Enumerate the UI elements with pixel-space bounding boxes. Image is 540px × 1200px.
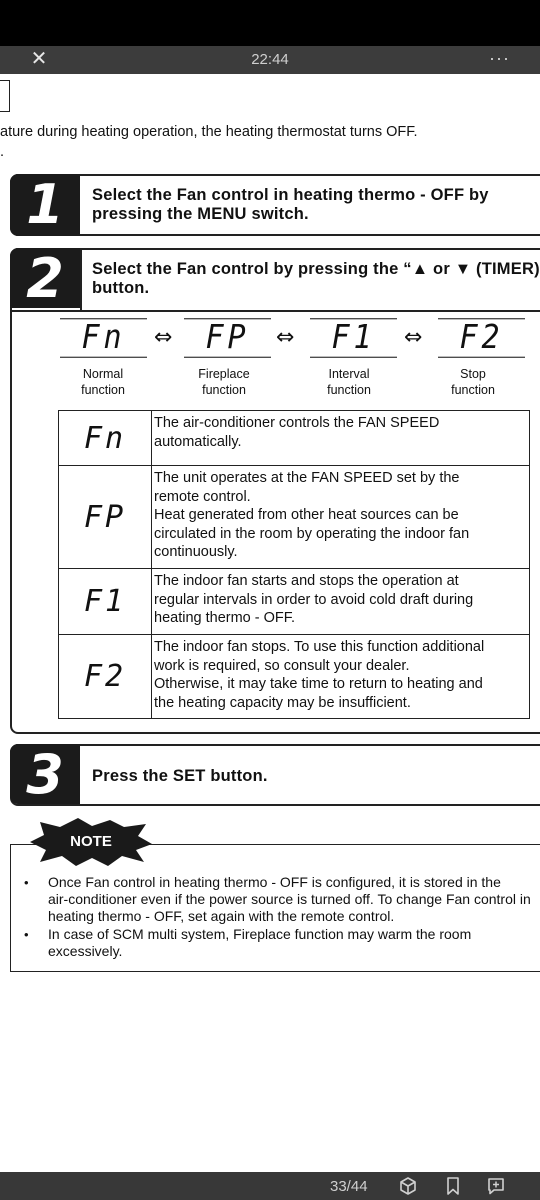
function-label-line: function (327, 383, 371, 397)
function-code: Fn (59, 411, 152, 466)
function-label (53, 366, 153, 398)
step-number: 2 (10, 248, 80, 308)
lcd-display-fn: Fn (60, 318, 147, 358)
description-line: circulated in the room by operating the indoor fan (154, 525, 470, 542)
function-code: F1 (59, 569, 152, 635)
function-description (152, 466, 530, 569)
note-line: Once Fan control in heating thermo - OFF is configured, it is stored in the (48, 874, 501, 890)
comment-icon[interactable] (486, 1176, 506, 1196)
note-label: NOTE (70, 833, 112, 850)
divider (80, 250, 82, 310)
description-line: work is required, so consult your dealer. (154, 657, 410, 674)
function-label-line: Normal (82, 367, 124, 381)
viewer-bottom-bar (0, 1172, 540, 1200)
description-line: Heat generated from other heat sources can be (154, 507, 459, 523)
function-description (152, 411, 530, 466)
bidirectional-arrow-icon: ⇔ (276, 325, 295, 350)
function-label-line: function (202, 383, 246, 397)
status-bar (0, 0, 540, 46)
function-label-line: Fireplace (198, 367, 250, 381)
step-heading-line: button. (92, 279, 150, 297)
function-label-line: Interval (328, 367, 370, 381)
function-description (152, 569, 530, 635)
bidirectional-arrow-icon: ⇔ (404, 325, 423, 350)
description-line: continuously. (154, 544, 238, 560)
note-line: heating thermo - OFF, set again with the remote control. (48, 908, 395, 924)
note-badge (30, 818, 152, 866)
step-heading-line: Select the Fan control by pressing the “▲ or ▼ (TIMER) (92, 260, 540, 278)
more-icon[interactable]: ··· (489, 48, 510, 68)
function-label-line: function (451, 383, 495, 397)
note-list (10, 874, 540, 961)
bullet: • (24, 875, 29, 890)
clipped-box (0, 80, 10, 112)
function-label (423, 366, 523, 398)
viewer-top-bar (0, 46, 540, 74)
description-line: automatically. (154, 433, 242, 450)
function-label-line: Stop (460, 367, 486, 381)
table-row (59, 411, 530, 466)
intro-text: ature during heating operation, the heating thermostat turns OFF. (0, 124, 418, 140)
bookmark-icon[interactable] (443, 1176, 463, 1196)
close-icon[interactable]: ✕ (30, 48, 48, 70)
table-row (59, 569, 530, 635)
bidirectional-arrow-icon: ⇔ (154, 325, 173, 350)
divider (12, 310, 540, 312)
clock: 22:44 (251, 51, 289, 68)
lcd-display-f1: F1 (310, 318, 397, 358)
description-line: The indoor fan starts and stops the operation at (154, 573, 459, 589)
description-line: The indoor fan stops. To use this function additional (154, 639, 485, 655)
function-code: FP (59, 466, 152, 569)
lcd-display-fp: FP (184, 318, 271, 358)
description-line: heating thermo - OFF. (154, 610, 296, 626)
step-3 (10, 744, 540, 806)
step-heading: Press the SET button. (92, 767, 268, 785)
step-1 (10, 174, 540, 236)
page-indicator[interactable]: 33/44 (330, 1178, 368, 1195)
lcd-display-f2: F2 (438, 318, 525, 358)
note-line: excessively. (48, 943, 123, 959)
function-label (174, 366, 274, 398)
function-code: F2 (59, 635, 152, 719)
step-number: 1 (10, 174, 80, 236)
table-row (59, 466, 530, 569)
function-description (152, 635, 530, 719)
function-table (58, 410, 530, 719)
step-number: 3 (10, 744, 80, 804)
step-heading-line: pressing the MENU switch. (92, 205, 309, 223)
step-heading (92, 260, 540, 298)
note-line: air-conditioner even if the power source is turned off. To change Fan control in (48, 891, 531, 907)
step-2 (10, 248, 540, 734)
description-line: regular intervals in order to avoid cold draft during (154, 591, 474, 608)
document-page[interactable] (0, 74, 540, 1172)
description-line: Otherwise, it may take time to return to heating and (154, 676, 483, 692)
step-heading (92, 186, 489, 224)
description-line: The air-conditioner controls the FAN SPEED (154, 415, 440, 431)
description-line: the heating capacity may be insufficient. (154, 694, 411, 711)
function-label-line: function (81, 383, 125, 397)
cube-icon[interactable] (398, 1176, 418, 1196)
function-label (299, 366, 399, 398)
table-row (59, 635, 530, 719)
note-line: In case of SCM multi system, Fireplace function may warm the room (48, 926, 472, 942)
description-line: remote control. (154, 488, 251, 505)
description-line: The unit operates at the FAN SPEED set by the (154, 470, 460, 486)
bullet: • (24, 927, 29, 942)
list-item (10, 926, 540, 960)
step-heading-line: Select the Fan control in heating thermo - OFF by (92, 186, 489, 204)
intro-text-cont: . (0, 144, 5, 160)
list-item (10, 874, 540, 925)
